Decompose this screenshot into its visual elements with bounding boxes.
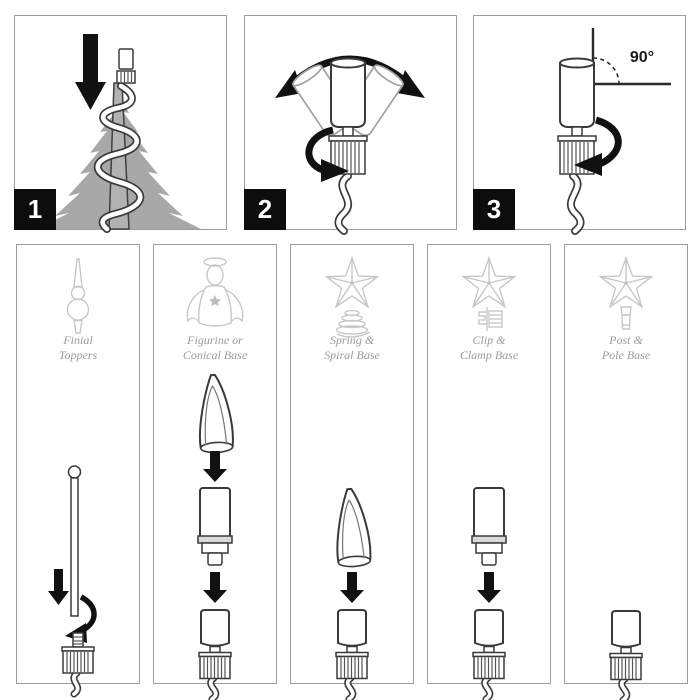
topper-type-panel-figurine [153,244,277,684]
step-panel-1 [14,15,227,230]
receiver-connector [610,611,642,700]
topper-cylinder [560,59,594,137]
clip-illustration [428,245,550,683]
topper-type-panel-spring [290,244,414,684]
down-arrow-icon [203,572,227,603]
topper-type-label: Figurine or Conical Base [182,333,248,362]
down-arrow-icon [477,572,501,603]
topper-type-panel-post [564,244,688,684]
step-panel-3 [473,15,686,230]
topper-type-label: Finial Toppers [58,333,98,362]
cord [571,176,581,231]
finial-pole [69,466,81,616]
down-arrow-icon [75,34,106,110]
receiver-connector [62,633,94,694]
spring-illustration [291,245,413,683]
angle-90-indicator [593,28,671,84]
down-arrow-icon [203,451,227,482]
star-spring-icon [326,258,377,337]
finial-illustration [17,245,139,683]
angle-label: 90° [629,49,655,66]
down-arrow-icon [340,572,364,603]
cone-base [197,374,234,453]
topper-cylinder [331,59,365,137]
finial-icon [68,259,89,333]
topper-type-label: Clip & Clamp Base [459,333,519,362]
star-post-icon [600,258,651,329]
cord [338,176,348,231]
topper-type-label: Post & Pole Base [601,333,651,362]
topper-type-panel-clip [427,244,551,684]
step-number-badge: 2 [244,189,286,230]
topper-type-panel-finial [16,244,140,684]
topper-receiver [117,49,135,83]
step-number-badge: 3 [473,189,515,230]
topper-type-label: Spring & Spiral Base [324,333,380,362]
receiver-connector [199,610,231,699]
post-illustration [565,245,687,683]
step-panel-2 [244,15,457,230]
step-number-badge: 1 [14,189,56,230]
figurine-illustration [154,245,276,683]
adapter-pole [472,488,506,565]
cone-base [333,488,371,568]
down-arrow-icon [48,569,69,605]
adapter-pole [198,488,232,565]
receiver-connector [336,610,368,699]
star-clip-icon [463,258,514,331]
receiver-connector [473,610,505,699]
angel-icon [187,258,242,326]
